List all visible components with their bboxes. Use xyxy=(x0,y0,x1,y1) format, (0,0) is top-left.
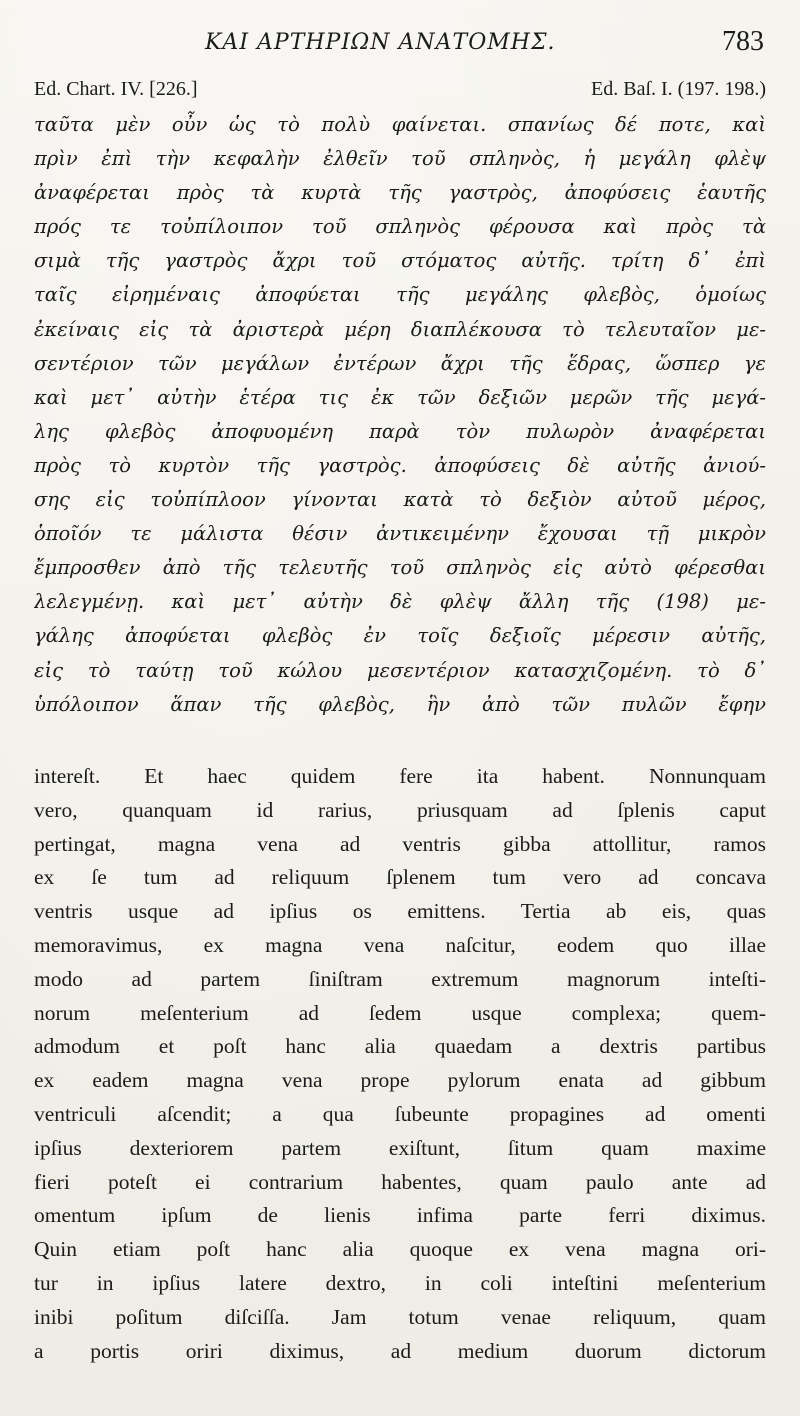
edition-ref-chartier: Ed. Chart. IV. [226.] xyxy=(34,78,198,100)
greek-text-line: ἀναφέρεται πρὸς τὰ κυρτὰ τῆς γαστρὸς, ἀποφύσεις ἑαυτῆς xyxy=(34,181,766,205)
latin-text-line: memoravimus, ex magna vena naſcitur, eodem quo illae xyxy=(34,932,766,957)
greek-text-line: ὁποῖόν τε μάλιστα θέσιν ἀντικειμένην ἔχουσαι τῇ μικρὸν xyxy=(34,522,766,546)
latin-text-line: norum meſenterium ad ſedem usque complexa; quem- xyxy=(34,1000,766,1025)
greek-text-line: πρὶν ἐπὶ τὴν κεφαλὴν ἐλθεῖν τοῦ σπληνὸς, ἡ μεγάλη φλὲψ xyxy=(34,147,766,171)
greek-text-block xyxy=(34,108,766,722)
latin-text-line: vero, quanquam id rarius, priusquam ad ſplenis caput xyxy=(34,797,766,822)
latin-text-line: pertingat, magna vena ad ventris gibba attollitur, ramos xyxy=(34,831,766,856)
greek-text-line: ἐκείναις εἰς τὰ ἀριστερὰ μέρη διαπλέκουσα τὸ τελευταῖον με- xyxy=(34,317,766,341)
latin-text-line: ipſius dexteriorem partem exiſtunt, ſitum quam maxime xyxy=(34,1135,766,1160)
latin-text-line: ex ſe tum ad reliquum ſplenem tum vero ad concava xyxy=(34,865,766,890)
edition-references xyxy=(34,78,766,108)
latin-text-line: intereſt. Et haec quidem fere ita habent. Nonnunquam xyxy=(34,764,766,788)
greek-text-line: λης φλεβὸς ἀποφυομένη παρὰ τὸν πυλωρὸν ἀναφέρεται xyxy=(34,419,766,443)
greek-text-line: ταῦτα μὲν οὖν ὡς τὸ πολὺ φαίνεται. σπανίως δέ ποτε, καὶ xyxy=(34,113,766,136)
latin-text-line: admodum et poſt hanc alia quaedam a dextris partibus xyxy=(34,1034,766,1059)
greek-text-line: λελεγμένῃ. καὶ μετ᾽ αὐτὴν δὲ φλὲψ ἄλλη τῆς (198) με- xyxy=(34,590,766,614)
latin-text-line: a portis oriri diximus, ad medium duorum dictorum xyxy=(34,1338,766,1363)
edition-ref-basel: Ed. Baſ. I. (197. 198.) xyxy=(591,78,766,100)
running-title: ΚΑΙ ΑΡΤΗΡΙΩΝ ΑΝΑΤΟΜΗΣ. xyxy=(205,30,556,55)
latin-text-line: Quin etiam poſt hanc alia quoque ex vena magna ori- xyxy=(34,1237,766,1262)
greek-text-line: πρός τε τοὐπίλοιπον τοῦ σπληνὸς φέρουσα καὶ πρὸς τὰ xyxy=(34,215,766,239)
latin-text-line: modo ad partem ſiniſtram extremum magnorum inteſti- xyxy=(34,966,766,991)
greek-text-line: ὑπόλοιπον ἅπαν τῆς φλεβὸς, ἣν ἀπὸ τῶν πυλῶν ἔφην xyxy=(34,692,766,716)
greek-text-line: σεντέριον τῶν μεγάλων ἐντέρων ἄχρι τῆς ἕδρας, ὥσπερ γε xyxy=(34,351,766,375)
latin-text-line: omentum ipſum de lienis infima parte ferri diximus. xyxy=(34,1203,766,1228)
latin-text-line: ventris usque ad ipſius os emittens. Tertia ab eis, quas xyxy=(34,899,766,924)
greek-text-line: ταῖς εἰρημέναις ἀποφύεται τῆς μεγάλης φλεβὸς, ὁμοίως xyxy=(34,283,766,307)
greek-text-line: γάλης ἀποφύεται φλεβὸς ἐν τοῖς δεξιοῖς μέρεσιν αὐτῆς, xyxy=(34,624,766,648)
greek-text-line: ἔμπροσθεν ἀπὸ τῆς τελευτῆς τοῦ σπληνὸς εἰς αὐτὸ φέρεσθαι xyxy=(34,556,766,580)
greek-text-line: σης εἰς τοὐπίπλοον γίνονται κατὰ τὸ δεξιὸν αὐτοῦ μέρος, xyxy=(34,488,766,512)
latin-text-line: ventriculi aſcendit; a qua ſubeunte propagines ad omenti xyxy=(34,1101,766,1126)
latin-text-line: fieri poteſt ei contrarium habentes, quam paulo ante ad xyxy=(34,1169,766,1194)
latin-text-block xyxy=(34,760,766,1368)
page-number: 783 xyxy=(722,26,764,57)
greek-text-line: καὶ μετ᾽ αὐτὴν ἑτέρα τις ἐκ τῶν δεξιῶν μερῶν τῆς μεγά- xyxy=(34,385,766,409)
greek-text-line: πρὸς τὸ κυρτὸν τῆς γαστρὸς. ἀποφύσεις δὲ αὐτῆς ἀνιού- xyxy=(34,453,766,477)
latin-text-line: tur in ipſius latere dextro, in coli inteſtini meſenterium xyxy=(34,1270,766,1295)
latin-text-line: inibi poſitum diſciſſa. Jam totum venae reliquum, quam xyxy=(34,1304,766,1329)
running-head xyxy=(0,22,800,62)
greek-text-line: εἰς τὸ ταύτῃ τοῦ κώλου μεσεντέριον κατασχιζομένη. τὸ δ᾽ xyxy=(34,658,766,682)
greek-text-line: σιμὰ τῆς γαστρὸς ἄχρι τοῦ στόματος αὐτῆς. τρίτη δ᾽ ἐπὶ xyxy=(34,249,766,273)
latin-text-line: ex eadem magna vena prope pylorum enata ad gibbum xyxy=(34,1068,766,1093)
